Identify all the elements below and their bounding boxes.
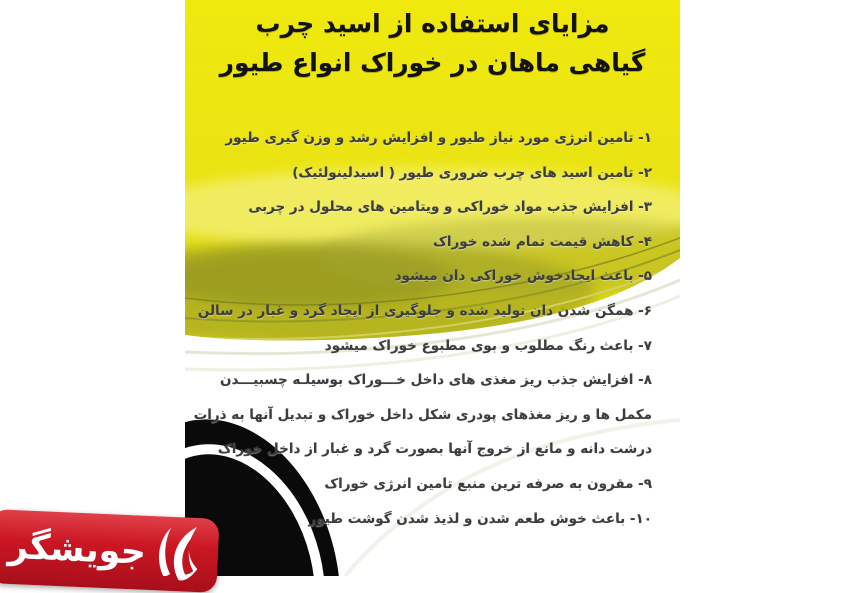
list-item-6: ۶- همگن شدن دان تولید شده و جلوگیری از ایجاد گرد و غبار در سالن [197,302,652,319]
list-item-8: ۸- افزایش جذب ریز مغذی های داخل خـــوراک بوسیلـه چسبیـــدن [220,372,652,389]
benefit-list [191,121,652,536]
jooyeshgar-logo-icon [149,523,214,586]
list-item-3: ۳- افزایش جذب مواد خوراکی و ویتامین های محلول در چربی [248,199,652,216]
watermark-label: جویشگر [7,526,147,573]
poster-title [185,4,680,82]
list-item-7: ۷- باعث رنگ مطلوب و بوی مطبوع خوراک میشود [324,337,652,354]
list-item-4: ۴- کاهش قیمت تمام شده خوراک [433,233,652,250]
poster [185,0,680,576]
poster-title-line1: مزایای استفاده از اسید چرب [255,9,610,38]
poster-title-line2: گیاهی ماهان در خوراک انواع طیور [219,48,646,77]
watermark-badge [0,509,220,593]
list-item-9: ۹- مقرون به صرفه ترین منبع تامین انرژی خوراک [324,475,652,492]
list-item-8-continuation-1: مکمل ها و ریز مغذهای پودری شکل داخل خوراک و تبدیل آنها به ذرات [193,406,652,423]
list-item-5: ۵- باعث ایجادخوش خوراکی دان میشود [394,268,652,285]
list-item-8-continuation-2: درشت دانه و مانع از خروج آنها بصورت گرد و غبار از داخل خوراک [217,441,652,458]
list-item-2: ۲- تامین اسید های چرب ضروری طیور ( اسیدلینولئیک) [292,164,652,181]
list-item-10: ۱۰- باعث خوش طعم شدن و لذیذ شدن گوشت طیور [308,510,652,527]
list-item-1: ۱- تامین انرژی مورد نیاز طیور و افزایش رشد و وزن گیری طیور [225,130,652,146]
